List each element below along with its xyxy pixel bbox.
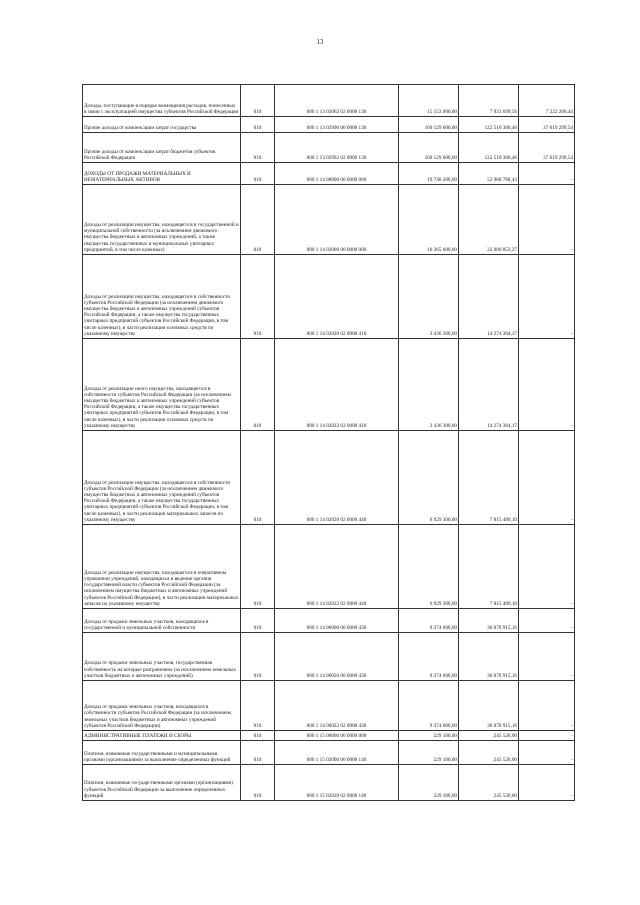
revenue-table bbox=[82, 84, 575, 801]
row-name: Прочие доходы от компенсации затрат государства bbox=[83, 117, 241, 133]
row-name: Доходы от реализации имущества, находящегося в оперативном управлении учреждений, находящихся в ведении органов государственной власти субъектов Российской Федерации (за исключением имущества бюджетных и автономных учреждений субъектов Российской Федерации), в части реализации материальных запасов по указанному имуществу bbox=[83, 525, 241, 609]
row-kbk: 000 1 13 02062 02 0000 130 bbox=[275, 85, 399, 117]
table-row bbox=[83, 163, 575, 185]
row-code: 010 bbox=[241, 255, 275, 339]
table-row bbox=[83, 431, 575, 525]
row-name: Доходы от продажи земельных участков, находящихся в государственной и муниципальной собственности bbox=[83, 609, 241, 633]
row-name: АДМИНИСТРАТИВНЫЕ ПЛАТЕЖИ И СБОРЫ bbox=[83, 731, 241, 741]
row-unexecuted: 37 619 299,54 bbox=[519, 117, 575, 133]
row-executed: 245 520,00 bbox=[459, 741, 519, 765]
row-approved: 229 100,00 bbox=[399, 741, 459, 765]
row-kbk: 000 1 14 06020 00 0000 430 bbox=[275, 633, 399, 681]
row-name: Доходы от реализации иного имущества, находящегося в собственности субъектов Российской Федерации (за исключением имущества бюджетных и автономных учреждений субъектов Российской Федерации, а также имущества государственных унитарных предприятий субъектов Российской Федерации, в том числе казенных), в части реализации основных средств по указанному имуществу bbox=[83, 339, 241, 431]
row-kbk: 000 1 14 02020 02 0000 440 bbox=[275, 431, 399, 525]
row-executed: 7 931 699,56 bbox=[459, 85, 519, 117]
row-kbk: 000 1 15 02020 02 0000 140 bbox=[275, 765, 399, 801]
row-executed: 52 968 768,43 bbox=[459, 163, 519, 185]
row-unexecuted: - bbox=[519, 633, 575, 681]
table-row bbox=[83, 741, 575, 765]
row-executed: 30 878 915,16 bbox=[459, 633, 519, 681]
table-row bbox=[83, 85, 575, 117]
row-kbk: 000 1 15 00000 00 0000 000 bbox=[275, 731, 399, 741]
row-name: Доходы от реализации имущества, находящегося в собственности субъектов Российской Федерации (за исключением движимого имущества бюджетных и автономных учреждений субъектов Российской Федерации, а также имущества государственных унитарных предприятий субъектов Российской Федерации, в том числе казенных), в части реализации основных средств по указанному имуществу bbox=[83, 255, 241, 339]
row-unexecuted: - bbox=[519, 681, 575, 731]
row-name: Доходы от реализации имущества, находящегося в собственности субъектов Российской Федерации (за исключением движимого имущества бюджетных и автономных учреждений субъектов Российской Федерации, а также имущества государственных унитарных предприятий субъектов Российской Федерации, в том числе казенных), в части реализации материальных запасов по указанному имуществу bbox=[83, 431, 241, 525]
row-executed: 122 510 300,46 bbox=[459, 117, 519, 133]
table-row bbox=[83, 525, 575, 609]
row-code: 010 bbox=[241, 765, 275, 801]
row-executed: 7 815 489,10 bbox=[459, 525, 519, 609]
row-code: 010 bbox=[241, 681, 275, 731]
row-kbk: 000 1 14 02000 00 0000 000 bbox=[275, 185, 399, 255]
row-unexecuted: - bbox=[519, 525, 575, 609]
row-approved: 19 740 200,00 bbox=[399, 163, 459, 185]
row-executed: 22 089 853,27 bbox=[459, 185, 519, 255]
table-row bbox=[83, 117, 575, 133]
row-unexecuted: - bbox=[519, 185, 575, 255]
row-executed: 14 274 364,17 bbox=[459, 255, 519, 339]
table-row bbox=[83, 255, 575, 339]
row-approved: 229 100,00 bbox=[399, 731, 459, 741]
row-unexecuted: 7 222 200,44 bbox=[519, 85, 575, 117]
page-number: 13 bbox=[316, 38, 324, 46]
row-kbk: 000 1 14 02023 02 0000 410 bbox=[275, 339, 399, 431]
table-row bbox=[83, 339, 575, 431]
table-row bbox=[83, 609, 575, 633]
row-unexecuted: - bbox=[519, 339, 575, 431]
row-executed: 245 520,00 bbox=[459, 765, 519, 801]
row-executed: 122 510 300,46 bbox=[459, 133, 519, 163]
row-name: Прочие доходы от компенсации затрат бюджетов субъектов Российской Федерации bbox=[83, 133, 241, 163]
row-executed: 30 878 915,16 bbox=[459, 681, 519, 731]
row-kbk: 000 1 14 02020 02 0000 410 bbox=[275, 255, 399, 339]
row-kbk: 000 1 13 02992 02 0000 130 bbox=[275, 133, 399, 163]
row-code: 010 bbox=[241, 339, 275, 431]
row-approved: 6 929 300,00 bbox=[399, 525, 459, 609]
row-approved: 9 374 600,00 bbox=[399, 609, 459, 633]
row-code: 010 bbox=[241, 431, 275, 525]
row-code: 010 bbox=[241, 731, 275, 741]
table-row bbox=[83, 765, 575, 801]
row-kbk: 000 1 14 00000 00 0000 000 bbox=[275, 163, 399, 185]
table-row bbox=[83, 731, 575, 741]
row-approved: 229 100,00 bbox=[399, 765, 459, 801]
row-approved: 10 365 600,00 bbox=[399, 185, 459, 255]
row-code: 010 bbox=[241, 163, 275, 185]
row-code: 010 bbox=[241, 525, 275, 609]
table-row bbox=[83, 133, 575, 163]
row-kbk: 000 1 14 02022 02 0000 440 bbox=[275, 525, 399, 609]
row-unexecuted: - bbox=[519, 609, 575, 633]
row-executed: 30 878 915,16 bbox=[459, 609, 519, 633]
row-code: 010 bbox=[241, 609, 275, 633]
table-row bbox=[83, 681, 575, 731]
row-name: Доходы, поступающие в порядке возмещения расходов, понесенных в связи с эксплуатацией имущества субъектов Российской Федерации bbox=[83, 85, 241, 117]
row-code: 010 bbox=[241, 117, 275, 133]
row-unexecuted: - bbox=[519, 731, 575, 741]
table-row bbox=[83, 185, 575, 255]
row-approved: 3 436 300,00 bbox=[399, 255, 459, 339]
row-unexecuted: - bbox=[519, 431, 575, 525]
row-unexecuted: - bbox=[519, 741, 575, 765]
row-executed: 14 274 364,17 bbox=[459, 339, 519, 431]
row-approved: 3 436 300,00 bbox=[399, 339, 459, 431]
row-unexecuted: - bbox=[519, 255, 575, 339]
row-name: Доходы от реализации имущества, находящегося в государственной и муниципальной собственности (за исключением движимого имущества бюджетных и автономных учреждений, а также имущества государственных и муниципальных унитарных предприятий, в том числе казенных) bbox=[83, 185, 241, 255]
row-kbk: 000 1 14 06022 02 0000 430 bbox=[275, 681, 399, 731]
row-name: Платежи, взимаемые государственными и муниципальными органами (организациями) за выполнение определенных функций bbox=[83, 741, 241, 765]
row-kbk: 000 1 13 02990 00 0000 130 bbox=[275, 117, 399, 133]
row-approved: 15 153 900,00 bbox=[399, 85, 459, 117]
row-kbk: 000 1 14 06000 00 0000 430 bbox=[275, 609, 399, 633]
row-executed: 245 520,00 bbox=[459, 731, 519, 741]
row-unexecuted: - bbox=[519, 163, 575, 185]
row-approved: 160 129 600,00 bbox=[399, 133, 459, 163]
row-unexecuted: - bbox=[519, 765, 575, 801]
row-name: ДОХОДЫ ОТ ПРОДАЖИ МАТЕРИАЛЬНЫХ И НЕМАТЕРИАЛЬНЫХ АКТИВОВ bbox=[83, 163, 241, 185]
row-name: Доходы от продажи земельных участков, находящихся в собственности субъектов Российской Федерации (за исключением земельных участков бюджетных и автономных учреждений субъектов Российской Федерации) bbox=[83, 681, 241, 731]
row-kbk: 000 1 15 02000 00 0000 140 bbox=[275, 741, 399, 765]
row-executed: 7 815 489,10 bbox=[459, 431, 519, 525]
revenue-table-body bbox=[83, 85, 575, 801]
row-approved: 160 129 600,00 bbox=[399, 117, 459, 133]
row-code: 010 bbox=[241, 133, 275, 163]
row-approved: 6 929 300,00 bbox=[399, 431, 459, 525]
table-row bbox=[83, 633, 575, 681]
row-approved: 9 374 600,00 bbox=[399, 633, 459, 681]
row-code: 010 bbox=[241, 85, 275, 117]
row-unexecuted: 37 619 299,54 bbox=[519, 133, 575, 163]
row-code: 010 bbox=[241, 633, 275, 681]
row-name: Платежи, взимаемые государственными органами (организациями) субъектов Российской Федерации за выполнение определенных функций bbox=[83, 765, 241, 801]
row-approved: 9 374 600,00 bbox=[399, 681, 459, 731]
row-code: 010 bbox=[241, 741, 275, 765]
row-code: 010 bbox=[241, 185, 275, 255]
row-name: Доходы от продажи земельных участков, государственная собственность на которые разграничена (за исключением земельных участков бюджетных и автономных учреждений) bbox=[83, 633, 241, 681]
